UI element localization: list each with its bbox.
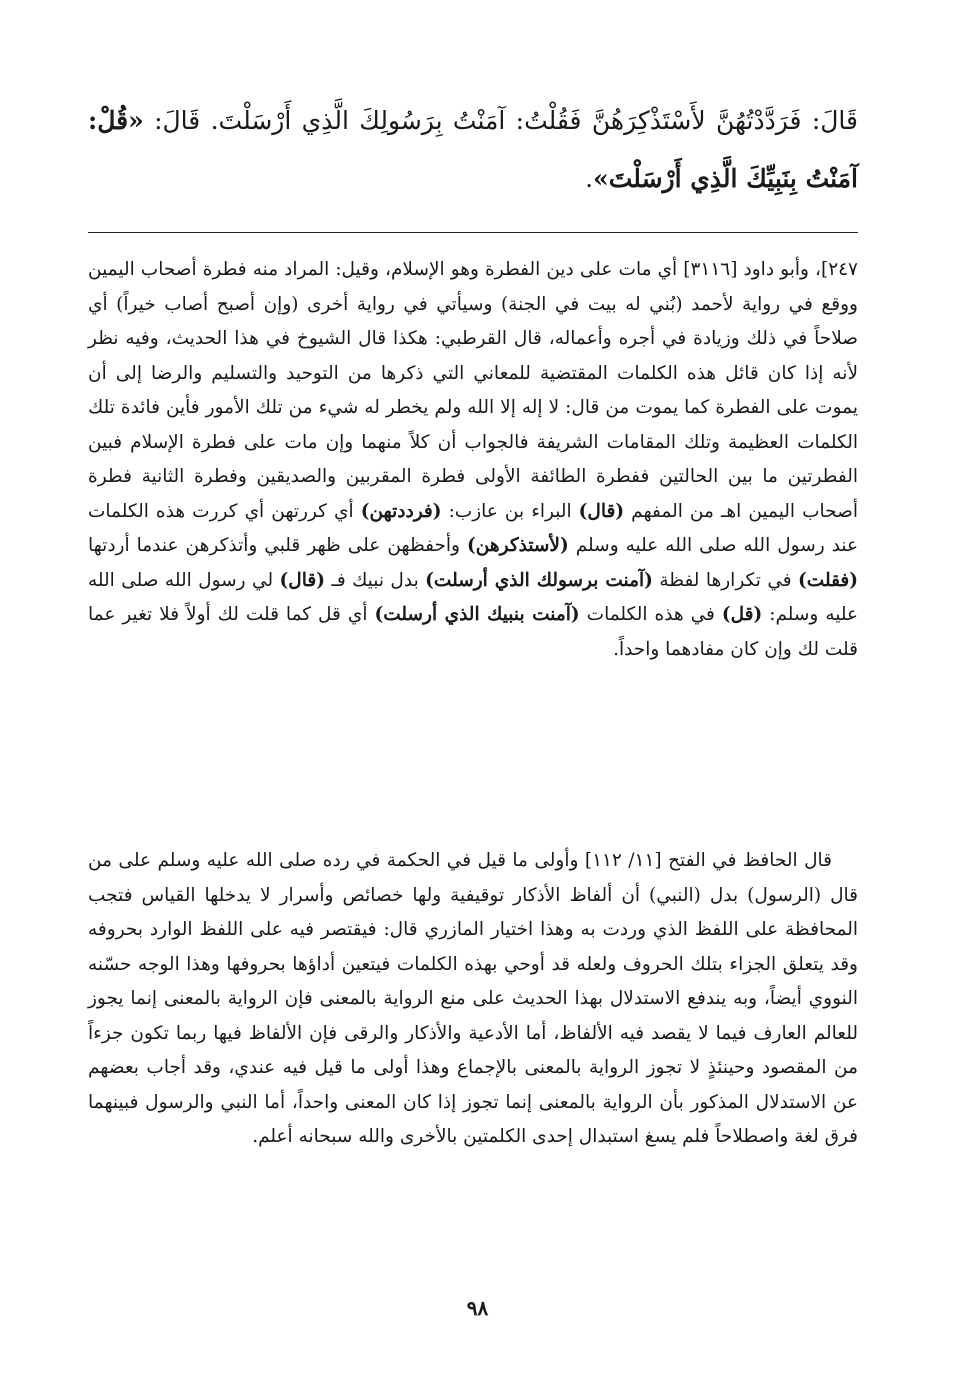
footnote-keyword: (لأستذكرهن) bbox=[467, 535, 569, 556]
footnote-keyword: (قال) bbox=[578, 500, 625, 522]
hadith-text bbox=[88, 92, 858, 208]
footnote-text: بدل نبيك فـ bbox=[331, 569, 419, 591]
footnote-keyword: (آمنت بنبيك الذي أرسلت) bbox=[374, 604, 580, 625]
footnote-keyword: (قال) bbox=[279, 569, 325, 591]
hadith-line-1: قَالَ: فَرَدَّدْتُهُنَّ لأَسْتَذْكِرَهُنَّ فَقُلْتُ: آمَنْتُ بِرَسُولِكَ الَّذِي أَرْسَلْتَ. قَالَ: bbox=[154, 106, 858, 135]
footnote-keyword: (آمنت برسولك الذي أرسلت) bbox=[425, 569, 653, 591]
footnote-paragraph-2: قال الحافظ في الفتح [١١/ ١١٢] وأولى ما قيل في الحكمة في رده صلى الله عليه وسلم على من قال (الرسول) بدل (النبي) أن ألفاظ الأذكار توقيفية ولها خصائص وأسرار لا يدخلها القياس فتجب المحافظة على اللفظ الذي وردت به وهذا اختيار المازري قال: فيقتصر فيه على اللفظ الوارد بحروفه وقد يتعلق الجزاء بتلك الحروف ولعله قد أوحي بهذه الكلمات فيتعين أداؤها بحروفها وهذا الوجه حسّنه النووي أيضاً، وبه يندفع الاستدلال بهذا الحديث على منع الرواية بالمعنى فإن الرواية بالمعنى إنما يجوز للعالم العارف فيما لا يقصد فيه الألفاظ، أما الأدعية والأذكار والرقى فإن الألفاظ فيها ربما تكون جزءاً من المقصود وحينئذٍ لا تجوز الرواية بالمعنى بالإجماع وهذا أولى ما قيل فيه عندي، وقد أجاب بعضهم عن الاستدلال المذكور بأن الرواية بالمعنى إنما تجوز إذا كان المعنى واحداً، أما النبي والرسول فبينهما فرق لغة واصطلاحاً فلم يسغ استبدال إحدى الكلمتين بالأخرى والله سبحانه أعلم. bbox=[88, 850, 858, 1147]
footnote-text: ٢٤٧]، وأبو داود [٣١١٦] أي مات على دين الفطرة وهو الإسلام، وقيل: المراد منه فطرة أصحاب اليمين ووقع في رواية لأحمد (بُني له بيت في الجنة) وسيأتي في رواية أخرى (وإن أصبح أصاب خيراً) أي صلاحاً في ذلك وزيادة في أجره وأعماله، قال القرطبي: هكذا قال الشيوخ في هذا الحديث، وفيه نظر لأنه إذا كان قائل هذه الكلمات المقتضية للمعاني التي ذكرها من التوحيد والتسليم والرضا إلى أن يموت على الفطرة كما يموت من قال: لا إله إلا الله ولم يخطر له شيء من تلك الأمور فأين فائدة تلك الكلمات العظيمة وتلك المقامات الشريفة فالجواب أن كلاً منهما وإن مات على فطرة الإسلام فبين الفطرتين ما بين الحالتين ففطرة الطائفة الأولى فطرة المقربين والصديقين وفطرة الثانية فطرة أصحاب اليمين اهـ من المفهم bbox=[88, 259, 859, 522]
footnote-text: في تكرارها لفظة bbox=[659, 569, 792, 591]
hadith-period: . bbox=[585, 164, 594, 193]
footnote-keyword: (قل) bbox=[721, 604, 763, 625]
footnote-text: أي كررتهن أي كررت هذه الكلمات عند رسول الله صلى الله عليه وسلم bbox=[88, 500, 858, 556]
footnote-text: أي قل كما قلت لك أولاً فلا تغير عما قلت لك وإن كان مفادهما واحداً. bbox=[88, 604, 858, 660]
footnote-keyword: (فقلت) bbox=[798, 569, 859, 591]
footnote-paragraph-1 bbox=[88, 253, 858, 667]
footnote-text: البراء بن عازب: bbox=[448, 500, 572, 522]
footnote-divider bbox=[88, 232, 858, 233]
footnote-text: لي رسول الله صلى الله عليه وسلم: bbox=[88, 569, 858, 625]
footnote-keyword: (فرددتهن) bbox=[360, 500, 442, 522]
footnote-text: في هذه الكلمات bbox=[586, 604, 715, 625]
hadith-quote: «قُلْ: آمَنْتُ بِنَبِيِّكَ الَّذِي أَرْسَلْتَ» bbox=[88, 106, 858, 193]
footnote-text: وأحفظهن على ظهر قلبي وأتذكرهن عندما أردتها bbox=[88, 535, 460, 556]
page-number: ٩٨ bbox=[466, 1296, 489, 1320]
